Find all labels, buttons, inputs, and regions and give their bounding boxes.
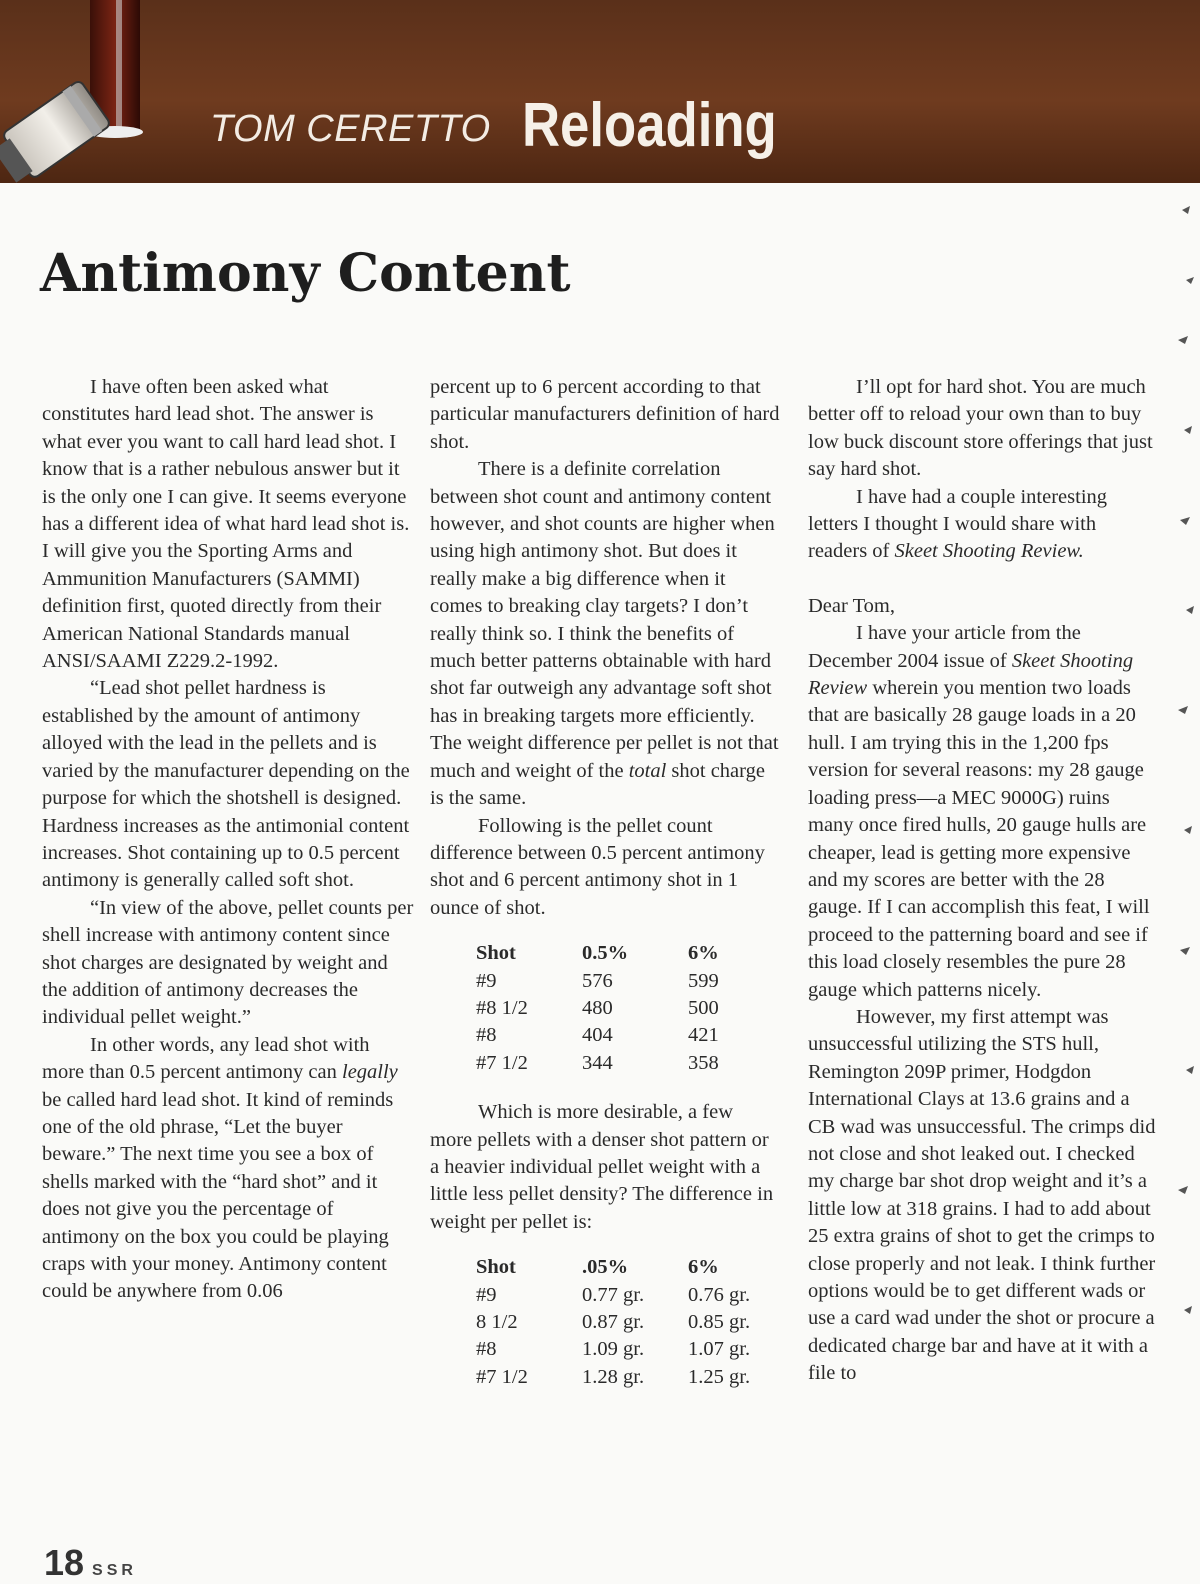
table-row: #9 576 599 — [476, 969, 719, 992]
paragraph: I have often been asked what constitutes hard lead shot. The answer is what ever you want to call hard lead shot. I know that is a rather nebulous answer but it is the only one I can give. It seems everyone has a different idea of what hard lead shot is. I will give you the Sporting Arms and Ammunition Manufacturers (SAMMI) definition first, quoted directly from their American National Standards manual ANSI/SAAMI Z229.2-1992. — [42, 376, 410, 673]
page-folio — [44, 1542, 137, 1584]
page-number: 18 — [44, 1542, 85, 1583]
emphasis: total — [628, 759, 667, 782]
paragraph: Which is more desirable, a few more pellets with a denser shot pattern or a heavier individual pellet weight with a little less pellet density? The difference in weight per pellet is: — [430, 1101, 774, 1233]
emphasis: Skeet Shooting Review. — [894, 540, 1084, 563]
table-header-row: Shot 0.5% 6% — [476, 942, 719, 965]
table-row: 8 1/2 0.87 gr. 0.85 gr. — [476, 1311, 751, 1333]
emphasis: Skeet Shooting Review — [808, 649, 1134, 700]
table-row: #8 404 421 — [476, 1024, 719, 1047]
paragraph: However, my first attempt was unsuccessful utilizing the STS hull, Remington 209P primer, Hodgdon International Clays at 13.6 grains and a CB wad was unsuccessful. The crimps did not close and shot leaked out. I checked my charge bar shot drop weight and it’s a little low at 318 grains. I had to add about 25 extra grains of shot to get the crimps to close properly and not leak. I think further options would be to get different wads or use a card wad under the shot or procure a dedicated charge bar and have at it with a file to — [808, 1005, 1156, 1385]
salutation: Dear Tom, — [808, 594, 895, 617]
article-headline: Antimony Content — [40, 243, 571, 304]
pellet-count-table — [476, 940, 719, 1077]
emphasis: legally — [342, 1061, 398, 1084]
paragraph: I’ll opt for hard shot. You are much better off to reload your own than to buy low buck discount store offerings that just say hard shot. — [808, 376, 1153, 481]
paragraph: “In view of the above, pellet counts per shell increase with antimony content since shot charges are designated by weight and the addition of antimony decreases the individual pellet weight.” — [42, 896, 414, 1029]
column-2 — [430, 374, 780, 1413]
paragraph: I have your article from the December 2004 issue of Skeet Shooting Review wherein you mention two loads that are basically 28 gauge loads in a 20 hull. I am trying this in the 1,200 fps version for several reasons: my 28 gauge loading press—a MEC 9000G) ruins many once fired hulls, 20 gauge hulls are cheaper, lead is getting more expensive and my scores are better with the 28 gauge. If I can accomplish this feat, I will proceed to the patterning board and see if this load closely resembles the pure 28 gauge which patterns nicely. — [808, 622, 1150, 1001]
paragraph: There is a definite correlation between shot count and antimony content however, and shot counts are higher when using high antimony shot. But does it really make a big difference when it comes to breaking clay targets? I don’t really think so. I think the benefits of much better patterns obtainable with hard shot far outweigh any advantage soft shot has in breaking targets more efficiently. The weight difference per pellet is not that much and weight of the total shot charge is the same. — [430, 458, 779, 810]
table-row: #8 1.09 gr. 1.07 gr. — [476, 1338, 751, 1361]
table-header-row: Shot .05% 6% — [476, 1256, 719, 1279]
section-title: Reloading — [522, 91, 777, 160]
table-row: #9 0.77 gr. 0.76 gr. — [476, 1283, 751, 1306]
paragraph: “Lead shot pellet hardness is established by the amount of antimony alloyed with the lead in the pellets and is varied by the manufacturer depending on the purpose for which the shotshell is designed. Hardness increases as the antimonial content increases. Shot containing up to 0.5 percent antimony is generally called soft shot. — [42, 677, 410, 892]
magazine-abbrev: SSR — [92, 1562, 137, 1579]
pellet-weight-table — [476, 1254, 750, 1391]
column-1 — [42, 374, 414, 1306]
column-3 — [808, 374, 1160, 1388]
paragraph: I have had a couple interesting letters I thought I would share with readers of Skeet Shooting Review. — [808, 485, 1108, 563]
table-row: #7 1/2 1.28 gr. 1.25 gr. — [476, 1365, 751, 1388]
paragraph: percent up to 6 percent according to that particular manufacturers definition of hard shot. — [430, 376, 780, 453]
shotshell-icon — [0, 0, 150, 183]
table-row: #8 1/2 480 500 — [476, 996, 719, 1019]
binding-edge-marks — [1172, 190, 1200, 1440]
author-name: TOM CERETTO — [210, 108, 491, 150]
paragraph: In other words, any lead shot with more than 0.5 percent antimony can legally be called hard lead shot. It kind of reminds one of the old phrase, “Let the buyer beware.” The next time you see a box of shells marked with the “hard shot” and it does not give you the percentage of antimony on the box you could be playing craps with your money. Antimony content could be anywhere from 0.06 — [42, 1033, 398, 1303]
table-row: #7 1/2 344 358 — [476, 1051, 719, 1074]
paragraph: Following is the pellet count difference between 0.5 percent antimony shot and 6 percent antimony shot in 1 ounce of shot. — [430, 814, 765, 919]
